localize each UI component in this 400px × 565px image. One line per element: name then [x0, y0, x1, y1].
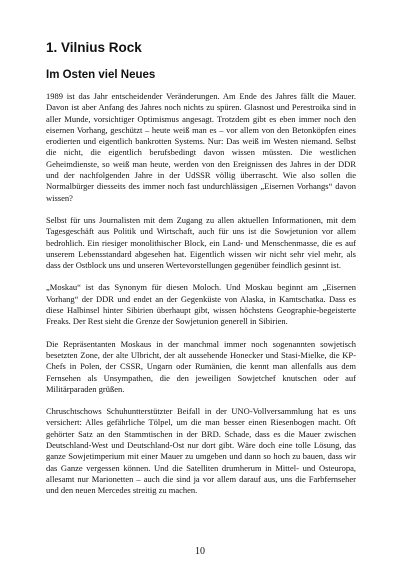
- paragraph-4: Die Repräsentanten Moskaus in der manchmal immer noch sogenannten sowjetisch besetzten Zone, der alte Ulbricht, der alt aussehende Honecker und Stasi-Mielke, die KP-Chefs in Polen, der CSSR, Ungarn oder Rumänien, die kennt man allenfalls aus dem Fernsehen als Unsympathen, die den jeweiligen Sowjetchef knutschen oder auf Militärparaden grüßen.: [46, 338, 356, 394]
- paragraph-3: „Moskau“ ist das Synonym für diesen Moloch. Und Moskau beginnt am „Eisernen Vorhang“ der DDR und endet an der Gegenküste von Alaska, in Kamtschatka. Dass es diese Halbinsel hinter Sibirien überhaupt gibt, wissen höchstens Geographie-begeisterte Freaks. Der Rest sieht die Grenze der Sowjetunion generell in Sibirien.: [46, 282, 356, 327]
- section-title: Im Osten viel Neues: [46, 69, 156, 81]
- paragraph-1: 1989 ist das Jahr entscheidender Veränderungen. Am Ende des Jahres fällt die Mauer. Davon ist aber Anfang des Jahres noch nichts zu spüren. Glasnost und Perestroika sind in aller Munde, vorsichtiger Optimismus angesagt. Trotzdem gibt es eben immer noch den eisernen Vorhang, geschützt – heute weiß man es – vor allem von den Betonköpfen eines erodierten und eigentlich bankrotten Systems. Nur: Das weiß im Westen niemand. Selbst die nicht, die eigentlich berufsbedingt davon wissen müssten. Die westlichen Geheimdienste, so weiß man heute, werden von den Ereignissen des Jahres in der DDR und der nachfolgenden Jahre in der UdSSR völlig überrascht. Wie also sollen die Normalbürger diesseits des immer noch fast undurchlässigen „Eisernen Vorhangs“ davon wissen?: [46, 91, 356, 203]
- paragraph-5: Chruschtschows Schuhuntterstützter Beifall in der UNO-Vollversammlung hat es uns versichert: Alles gefährliche Tölpel, um die man besser einen Riesenbogen macht. Oft gehörter Satz an den Stammtischen in der BRD. Schade, dass es die Mauer zwischen Deutschland-West und Deutschland-Ost nur dort gibt. Wäre doch eine tolle Lösung, das ganze Sowjetimperium mit einer Mauer zu umgeben und dann so hoch zu bauen, dass wir das Ganze vergessen können. Und die Satelliten drumherum in Mittel- und Osteuropa, allesamt nur Marionetten – auch die sind ja vor allem darauf aus, uns die Farbfernseher und den neuen Mercedes streitig zu machen.: [46, 406, 356, 496]
- chapter-title: 1. Vilnius Rock: [46, 40, 142, 55]
- paragraph-2: Selbst für uns Journalisten mit dem Zugang zu allen aktuellen Informationen, mit dem Tagesgeschäft aus Politik und Wirtschaft, auch für uns ist die Sowjetunion vor allem bedrohlich. Ein riesiger monolithischer Block, ein Land- und Menschenmasse, die es auf unserem Lebensstandard abgesehen hat. Eigentlich wissen wir nicht sehr viel mehr, als dass der Ostblock uns und unseren Wertevorstellungen gegenüber feindlich gesinnt ist.: [46, 214, 356, 271]
- page-number: 10: [195, 546, 205, 557]
- document-page: [46, 40, 356, 508]
